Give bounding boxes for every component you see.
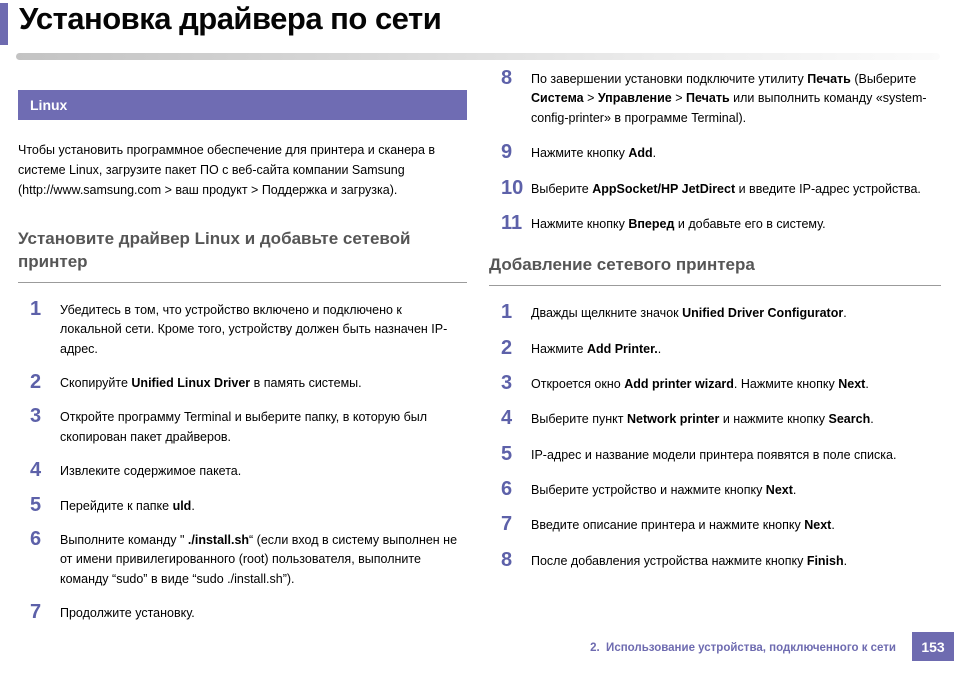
install-steps-list — [18, 299, 467, 624]
page-number-badge: 153 — [912, 632, 954, 661]
step-text: IP-адрес и название модели принтера появятся в поле списка. — [531, 447, 897, 462]
step-text: Перейдите к папке uld. — [60, 498, 195, 513]
step-item — [489, 68, 941, 128]
step-number: 7 — [30, 601, 42, 623]
step-item — [489, 338, 941, 359]
step-item — [489, 408, 941, 429]
section-heading-add-network-printer: Добавление сетевого принтера — [489, 254, 941, 286]
step-text: По завершении установки подключите утилиту Печать (Выберите Система > Управление > Печать или выполнить команду «system-config-printer» в программе Terminal). — [531, 72, 927, 125]
step-text: После добавления устройства нажмите кнопку Finish. — [531, 553, 848, 568]
step-item — [489, 302, 941, 323]
step-item — [489, 178, 941, 199]
step-number: 8 — [501, 67, 513, 89]
step-number: 6 — [501, 478, 513, 501]
title-accent-bar — [0, 3, 8, 45]
step-number: 4 — [30, 459, 42, 482]
step-number: 2 — [30, 371, 42, 393]
step-item — [489, 479, 941, 500]
step-number: 3 — [501, 371, 513, 394]
step-number: 1 — [501, 301, 513, 324]
step-number: 1 — [30, 297, 42, 320]
step-item — [18, 406, 467, 447]
intro-paragraph: Чтобы установить программное обеспечение для принтера и сканера в системе Linux, загрузите пакет ПО с веб-сайта компании Samsung (http://www.samsung.com > ваш продукт > Поддержка и загрузка). — [18, 143, 436, 197]
step-text: Дважды щелкните значок Unified Driver Configurator. — [531, 306, 847, 321]
step-number: 7 — [501, 513, 513, 536]
step-item — [18, 460, 467, 481]
step-text: Откроется окно Add printer wizard. Нажмите кнопку Next. — [531, 376, 869, 391]
step-number: 9 — [501, 141, 513, 164]
step-text: Введите описание принтера и нажмите кнопку Next. — [531, 518, 835, 533]
step-number: 10 — [501, 176, 524, 199]
step-item — [18, 299, 467, 359]
add-printer-steps-list — [489, 302, 941, 571]
step-text: Нажмите кнопку Вперед и добавьте его в систему. — [531, 216, 826, 231]
step-text: Нажмите Add Printer.. — [531, 341, 662, 356]
step-number: 6 — [30, 527, 42, 550]
step-item — [18, 602, 467, 623]
step-item — [489, 514, 941, 535]
step-number: 5 — [30, 493, 42, 516]
step-text: Выберите AppSocket/HP JetDirect и введите IP-адрес устройства. — [531, 181, 921, 196]
step-number: 4 — [501, 407, 513, 430]
install-steps-continued-list — [489, 68, 941, 234]
step-number: 8 — [501, 548, 513, 571]
step-number: 3 — [30, 405, 42, 428]
step-text: Выберите устройство и нажмите кнопку Next. — [531, 483, 797, 498]
step-item — [489, 142, 941, 163]
step-number: 11 — [501, 211, 523, 234]
step-number: 5 — [501, 442, 513, 465]
step-item — [489, 550, 941, 571]
step-text: Убедитесь в том, что устройство включено и подключено к локальной сети. Кроме того, устройству должен быть назначен IP-адрес. — [60, 302, 448, 356]
step-number: 2 — [501, 336, 513, 359]
step-text: Извлеките содержимое пакета. — [60, 464, 242, 479]
os-section-label: Linux — [18, 90, 467, 120]
step-text: Скопируйте Unified Linux Driver в память системы. — [60, 376, 362, 390]
step-text: Продолжите установку. — [60, 606, 195, 620]
step-text: Выберите пункт Network printer и нажмите кнопку Search. — [531, 412, 874, 427]
step-item — [18, 495, 467, 516]
right-column — [489, 68, 941, 585]
section-heading-install-driver: Установите драйвер Linux и добавьте сетевой принтер — [18, 228, 467, 283]
step-item — [18, 529, 467, 589]
footer-chapter-text: 2. Использование устройства, подключенного к сети — [590, 642, 896, 654]
step-text: Выполните команду " ./install.sh“ (если вход в систему выполнен не от имени привилегированного (root) пользователя, выполните команду “sudo” в виде “sudo ./install.sh”). — [60, 532, 458, 586]
page-title: Установка драйвера по сети — [19, 1, 442, 36]
step-text: Нажмите кнопку Add. — [531, 146, 657, 161]
step-item — [18, 372, 467, 393]
left-column — [18, 90, 467, 636]
step-item — [489, 373, 941, 394]
title-divider — [16, 53, 940, 60]
step-item — [489, 213, 941, 234]
step-item — [489, 444, 941, 465]
step-text: Откройте программу Terminal и выберите папку, в которую был скопирован пакет драйверов. — [60, 410, 428, 444]
